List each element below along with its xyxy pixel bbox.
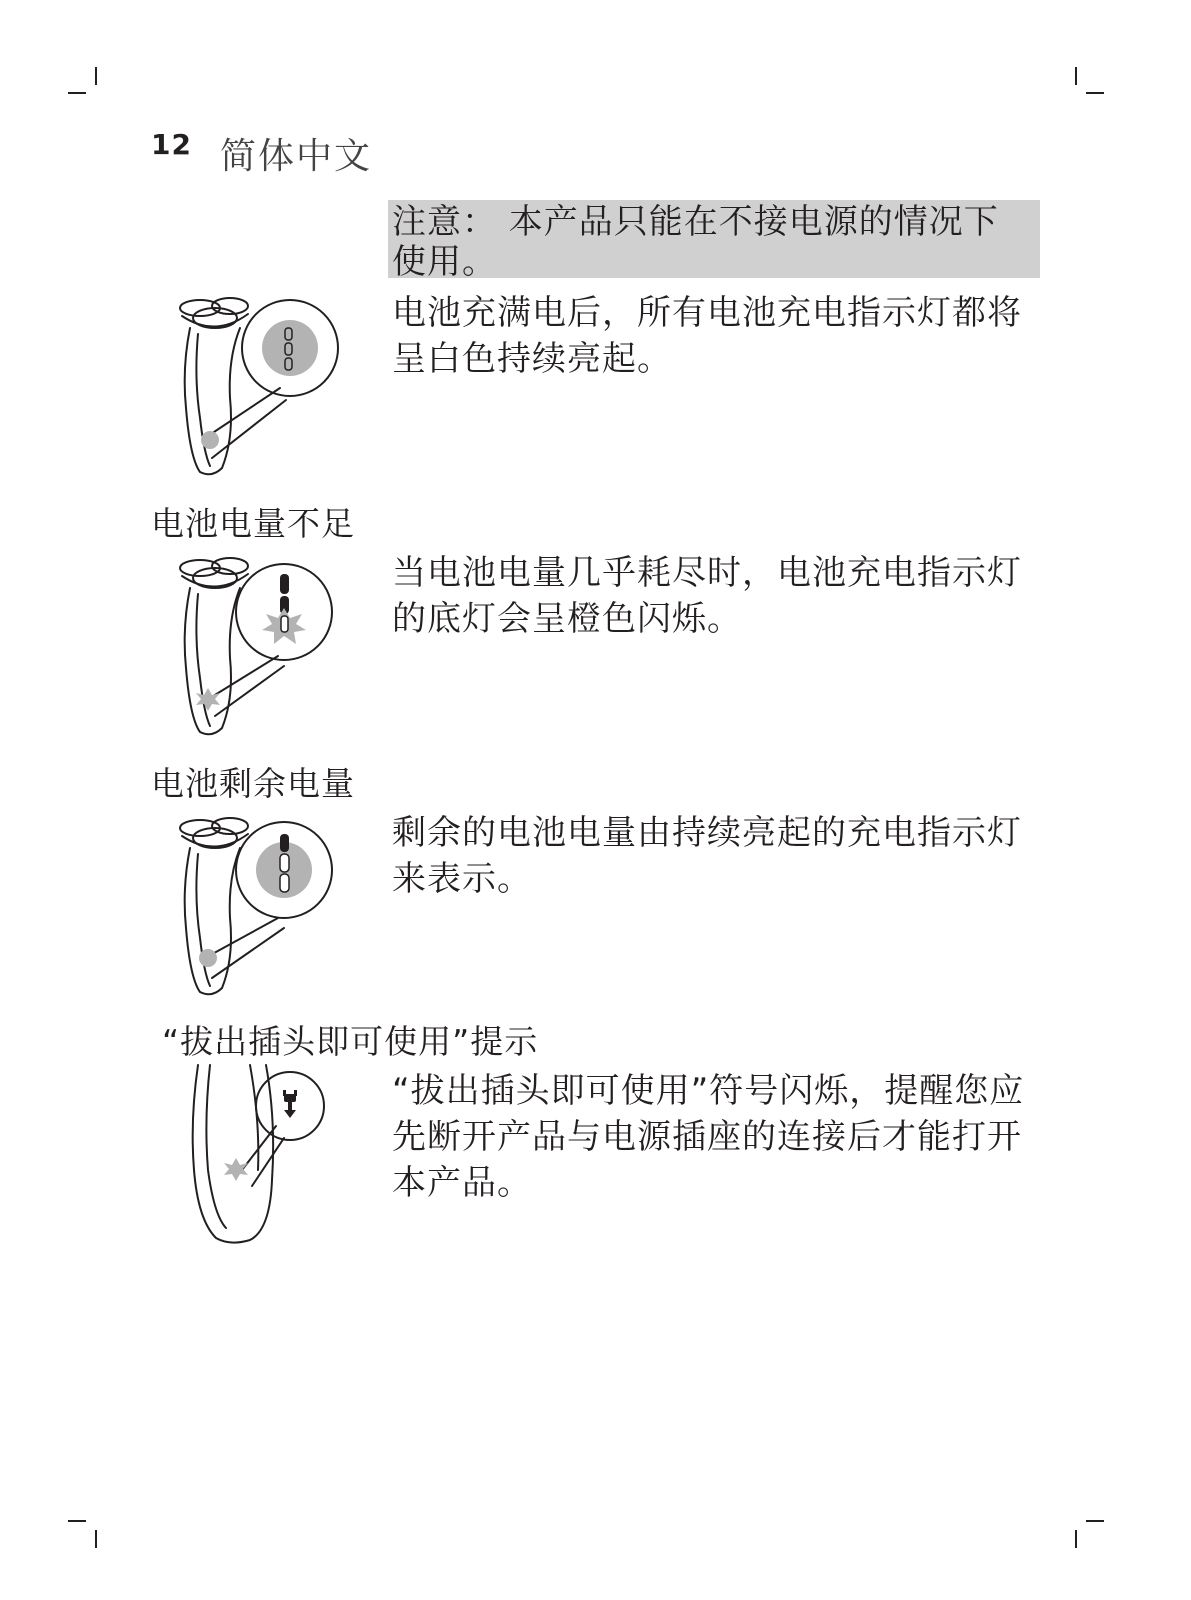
section-body: “拔出插头即可使用”符号闪烁，提醒您应先断开产品与电源插座的连接后才能打开本产品。	[392, 1071, 1025, 1203]
section-body: 剩余的电池电量由持续亮起的充电指示灯来表示。	[392, 813, 1022, 899]
unplug-symbol-blinking-icon	[180, 1060, 340, 1245]
crop-mark	[68, 1520, 86, 1522]
section-heading: 电池电量不足	[151, 504, 355, 543]
crop-mark	[1086, 92, 1104, 94]
crop-mark	[1075, 67, 1077, 85]
section-body: 当电池电量几乎耗尽时，电池充电指示灯的底灯会呈橙色闪烁。	[392, 553, 1022, 639]
section-heading: “拔出插头即可使用”提示	[162, 1022, 539, 1061]
shaver-remaining-charge-icon	[160, 808, 350, 998]
page-number: 12	[151, 128, 192, 161]
crop-mark	[1086, 1520, 1104, 1522]
section-body: 电池充满电后，所有电池充电指示灯都将呈白色持续亮起。	[392, 293, 1022, 379]
crop-mark	[68, 92, 86, 94]
shaver-bottom-light-blinking-icon	[160, 548, 350, 738]
crop-mark	[95, 67, 97, 85]
language-title: 简体中文	[220, 136, 373, 177]
shaver-all-lights-on-icon	[160, 288, 350, 478]
crop-mark	[95, 1530, 97, 1548]
note-text: 注意： 本产品只能在不接电源的情况下使用。	[392, 202, 999, 282]
crop-mark	[1075, 1530, 1077, 1548]
section-heading: 电池剩余电量	[151, 764, 355, 803]
